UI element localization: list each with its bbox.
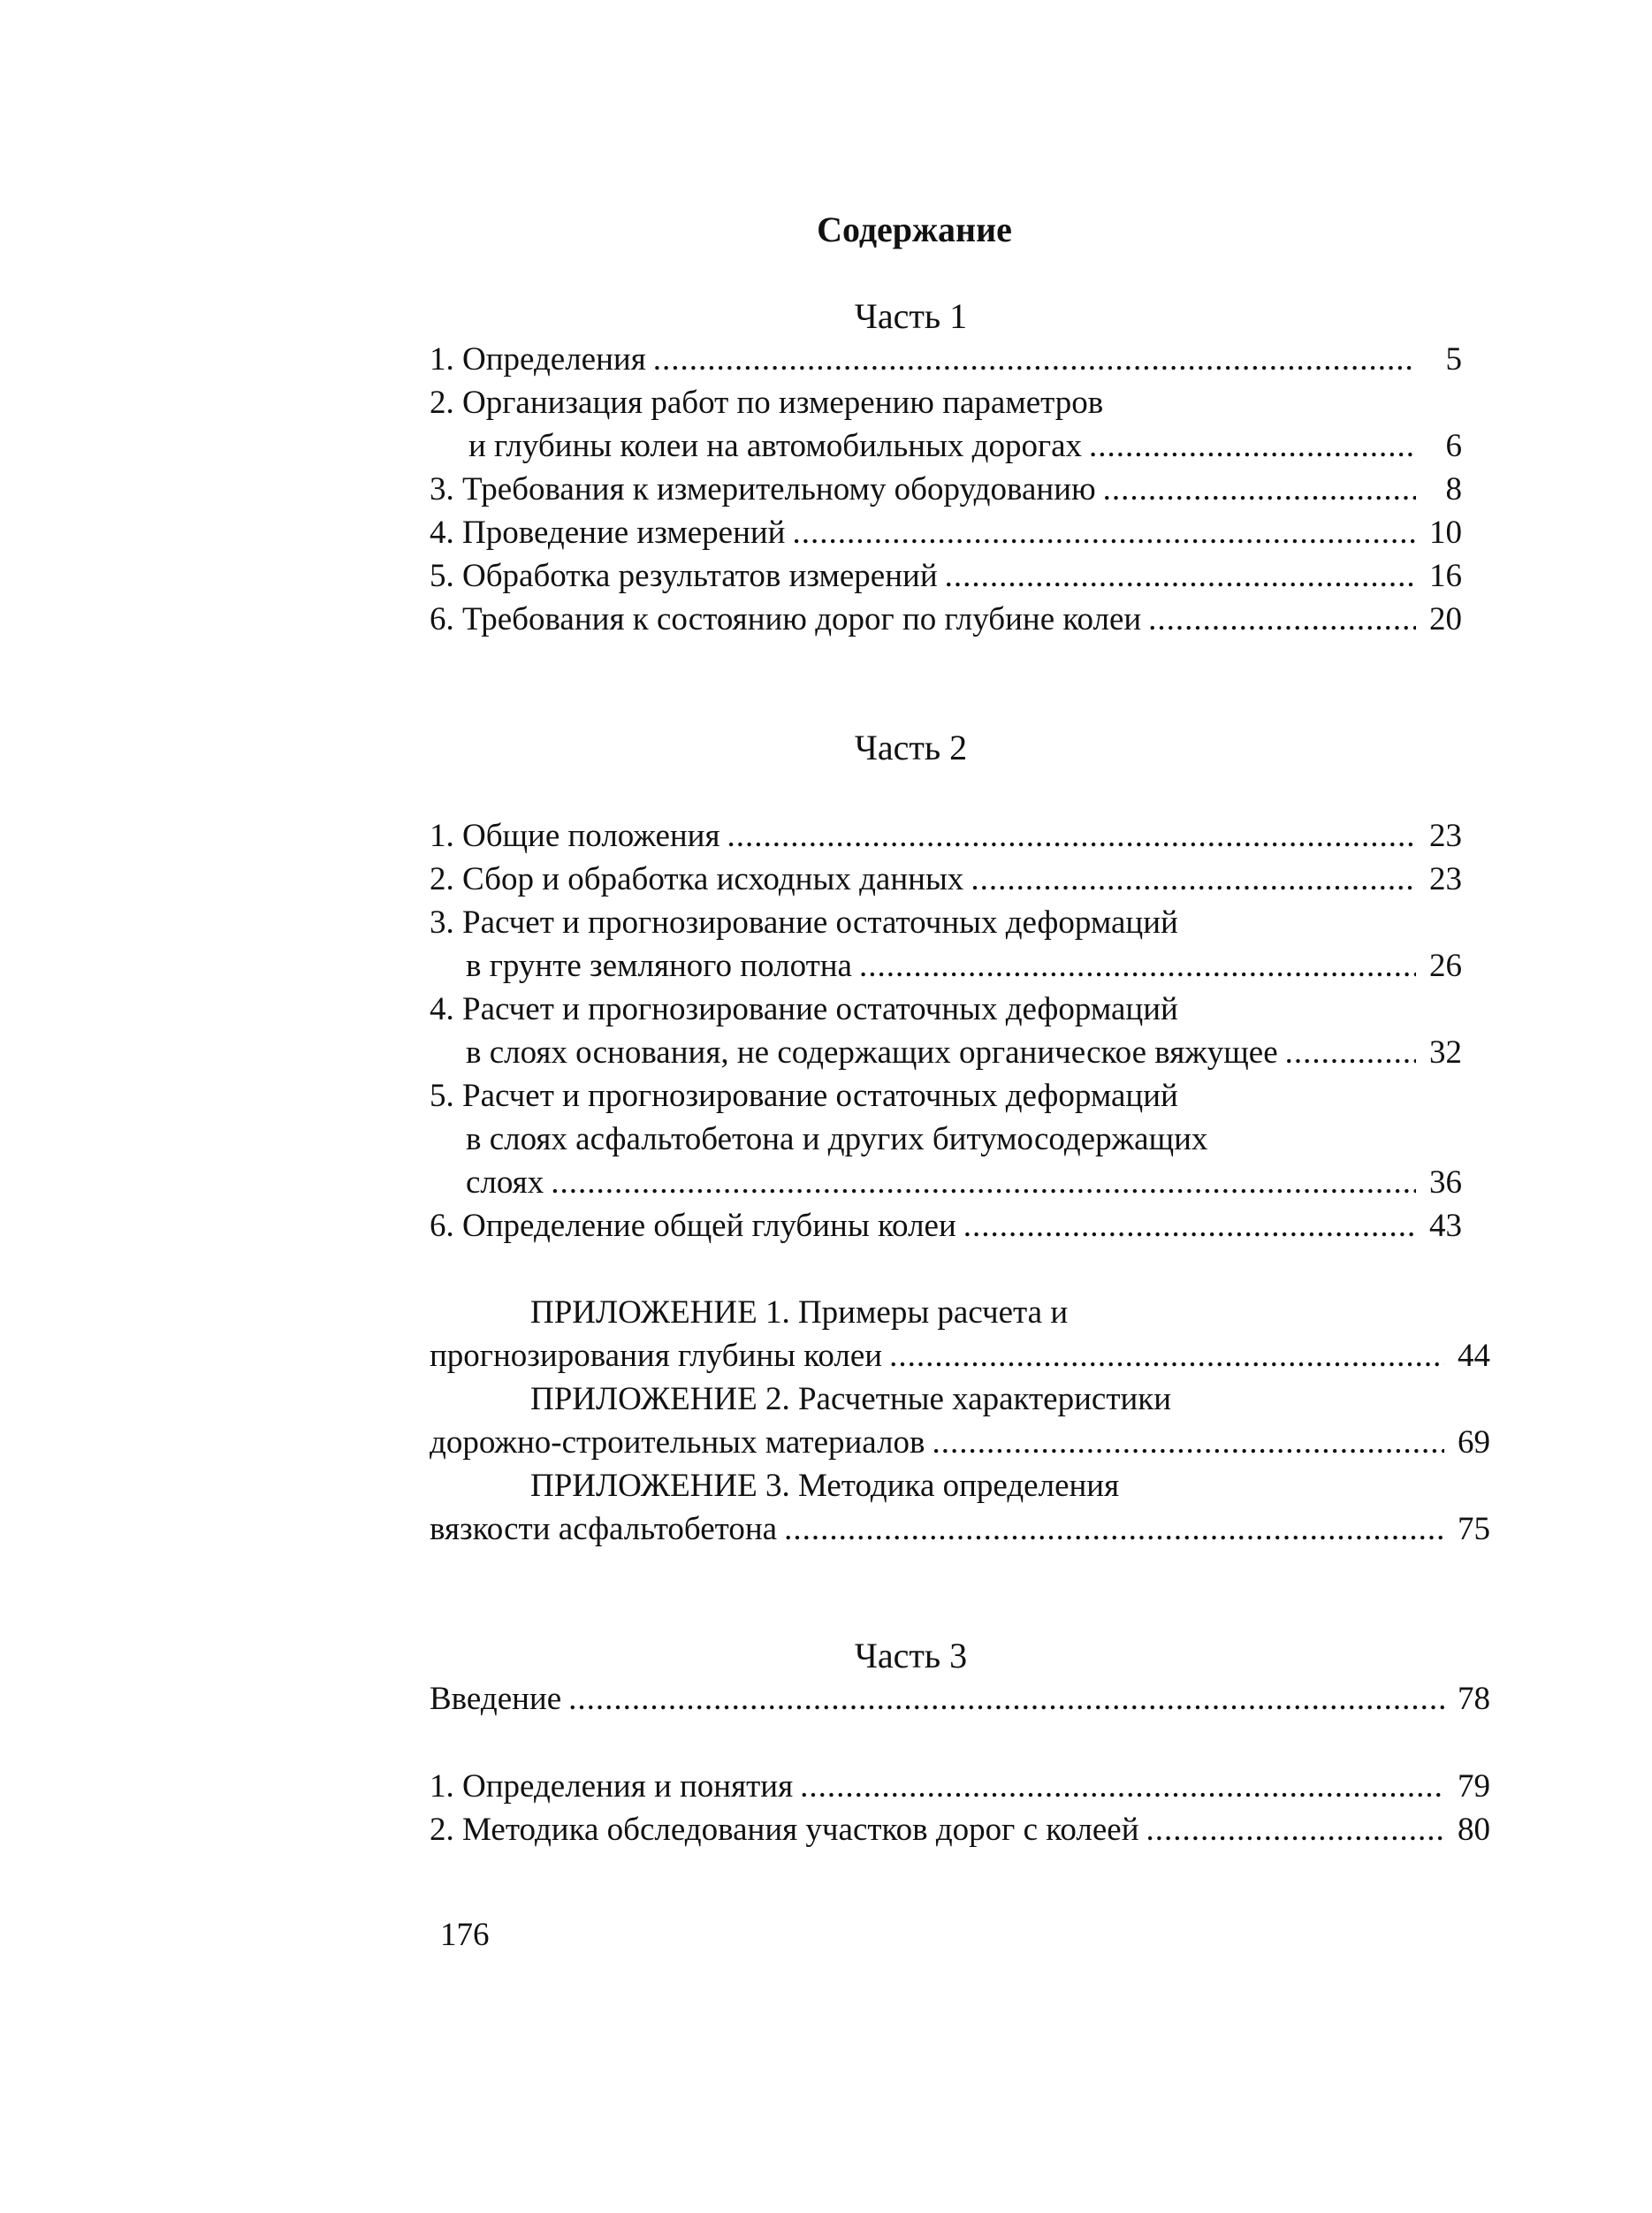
toc-entry-label: 6. Требования к состоянию дорог по глубине колеи [430,601,1142,637]
toc-entry-label: 3. Расчет и прогнозирование остаточных деформаций [430,904,1178,941]
toc-entry-label: Введение [430,1681,562,1717]
toc-entry-1-2 [430,382,1103,424]
toc-entry-label: 2. Организация работ по измерению параметров [430,385,1104,421]
toc-entry-label: 5. Обработка результатов измерений [430,558,938,594]
toc-entry-2-4 [430,988,1178,1031]
toc-entry-label: 6. Определение общей глубины колеи [430,1208,956,1244]
dot-leader [792,512,1416,554]
page-title: Содержание [817,210,1012,249]
part-1-heading: Часть 1 [854,296,968,336]
dot-leader [653,339,1416,381]
toc-entry-label: 2. Методика обследования участков дорог с колеей [430,1812,1139,1848]
toc-entry-1-4 [430,512,1462,554]
toc-entry-page: 80 [1458,1812,1490,1848]
dot-leader [800,1766,1444,1808]
appendix-label: ПРИЛОЖЕНИЕ 2. Расчетные характеристики [530,1381,1172,1417]
toc-entry-page: 26 [1429,948,1462,984]
part-2-heading: Часть 2 [854,728,968,767]
appendix-label: ПРИЛОЖЕНИЕ 1. Примеры расчета и [530,1294,1069,1331]
dot-leader [889,1335,1444,1377]
dot-leader [1285,1032,1416,1074]
toc-entry-2-3-cont [466,945,1462,988]
toc-entry-page: 23 [1429,861,1462,897]
dot-leader [1103,469,1416,511]
toc-entry-1-6 [430,599,1462,641]
appendix-page: 44 [1458,1338,1490,1374]
toc-entry-label: 1. Определения и понятия [430,1768,794,1805]
toc-entry-page: 23 [1429,818,1462,854]
toc-entry-page: 16 [1429,558,1462,594]
toc-entry-page: 78 [1458,1681,1490,1717]
toc-entry-1-5 [430,555,1462,598]
dot-leader [727,815,1416,858]
toc-entry-label: 4. Расчет и прогнозирование остаточных деформаций [430,991,1178,1027]
appendix-page: 75 [1458,1511,1490,1547]
toc-entry-label-cont: в слоях основания, не содержащих органическое вяжущее [466,1034,1278,1071]
toc-entry-label: 5. Расчет и прогнозирование остаточных деформаций [430,1078,1178,1114]
toc-entry-label-cont: в слоях асфальтобетона и других битумосодержащих [466,1121,1208,1157]
dot-leader [963,1205,1416,1248]
dot-leader [1089,425,1416,468]
toc-entry-2-5 [430,1075,1178,1118]
toc-entry-3-0 [430,1678,1490,1721]
appendix-page: 69 [1458,1424,1490,1461]
dot-leader [945,555,1416,598]
toc-entry-2-1 [430,815,1462,858]
appendix-3-entry [430,1508,1490,1551]
toc-entry-label: 1. Определения [430,341,646,378]
toc-entry-1-2-cont [468,425,1462,468]
toc-entry-2-2 [430,858,1462,901]
toc-entry-label-cont: слоях [466,1164,544,1201]
appendix-1-heading [530,1292,1068,1334]
toc-entry-page: 32 [1429,1034,1462,1071]
appendix-label-cont: дорожно-строительных материалов [430,1424,925,1461]
toc-entry-label-cont: в грунте земляного полотна [466,948,852,984]
part-3-heading: Часть 3 [854,1636,968,1675]
toc-entry-3-2 [430,1809,1490,1851]
toc-entry-label: 1. Общие положения [430,818,720,854]
dot-leader [932,1422,1444,1464]
dot-leader [551,1162,1416,1204]
toc-entry-page: 8 [1445,471,1462,507]
toc-entry-label: 3. Требования к измерительному оборудованию [430,471,1096,507]
toc-entry-label: 2. Сбор и обработка исходных данных [430,861,964,897]
toc-entry-label: 4. Проведение измерений [430,515,786,551]
appendix-label: ПРИЛОЖЕНИЕ 3. Методика определения [530,1468,1120,1504]
appendix-label-cont: прогнозирования глубины колеи [430,1338,883,1374]
appendix-3-heading [530,1465,1119,1507]
toc-entry-1-1 [430,339,1462,381]
dot-leader [1148,599,1416,641]
toc-entry-page: 43 [1429,1208,1462,1244]
dot-leader [1146,1809,1445,1851]
appendix-2-heading [530,1378,1171,1421]
appendix-label-cont: вязкости асфальтобетона [430,1511,778,1547]
toc-entry-2-3 [430,902,1178,944]
toc-entry-3-1 [430,1766,1490,1808]
toc-entry-2-6 [430,1205,1462,1248]
dot-leader [568,1678,1444,1721]
toc-entry-page: 36 [1429,1164,1462,1201]
toc-entry-page: 20 [1429,601,1462,637]
toc-entry-label-cont: и глубины колеи на автомобильных дорогах [468,428,1083,464]
toc-entry-2-5-cont [466,1118,1207,1161]
dot-leader [784,1508,1444,1551]
dot-leader [971,858,1416,901]
page-number: 176 [440,1917,490,1953]
appendix-2-entry [430,1422,1490,1464]
appendix-1-entry [430,1335,1490,1377]
toc-entry-2-4-cont [466,1032,1462,1074]
toc-entry-2-5-cont2 [466,1162,1462,1204]
toc-entry-page: 10 [1429,515,1462,551]
toc-entry-page: 6 [1445,428,1462,464]
toc-entry-page: 79 [1458,1768,1490,1805]
toc-entry-1-3 [430,469,1462,511]
dot-leader [859,945,1416,988]
toc-entry-page: 5 [1445,341,1462,378]
